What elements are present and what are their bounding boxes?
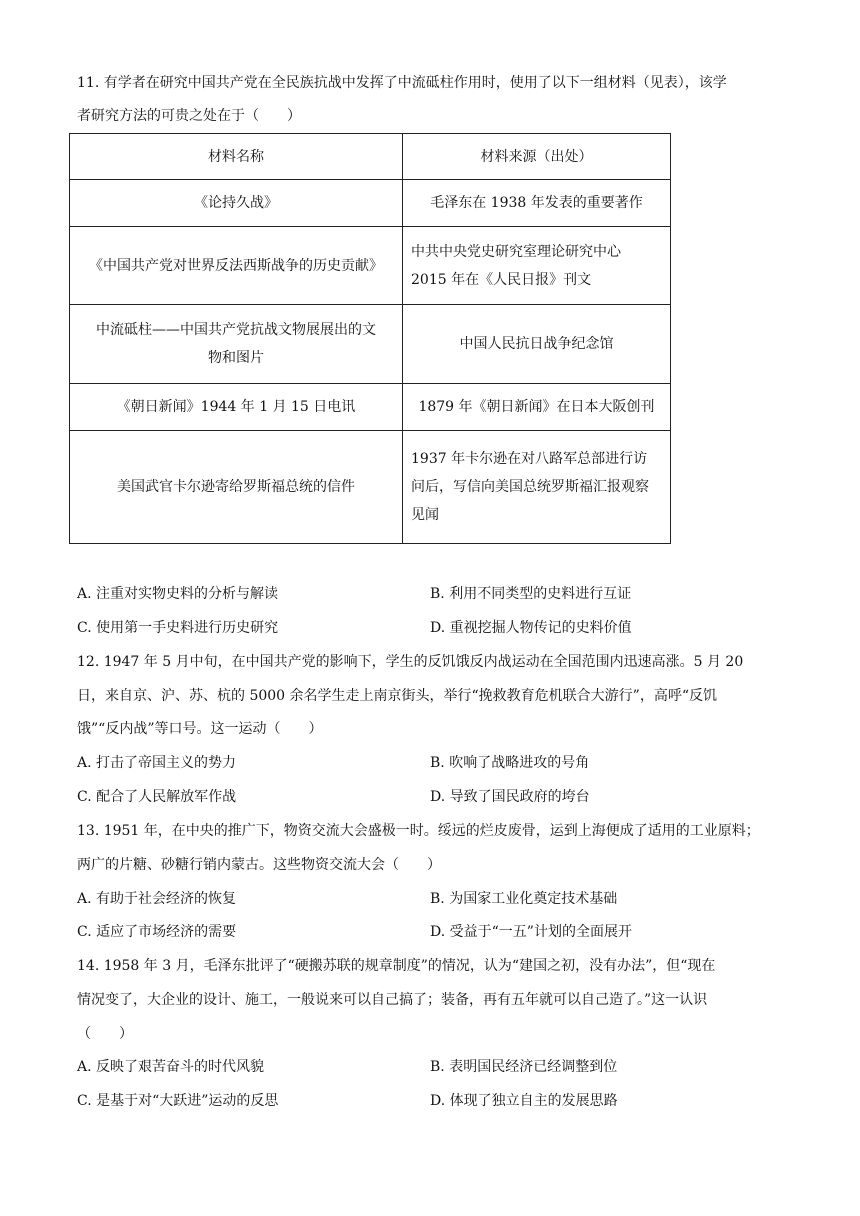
table-row [70, 431, 671, 544]
q11-option-b[interactable]: B. 利用不同类型的史料进行互证 [430, 586, 632, 602]
q12-option-b[interactable]: B. 吹响了战略进攻的号角 [430, 755, 590, 771]
table-cell-name: 《朝日新闻》1944 年 1 月 15 日电讯 [70, 384, 403, 431]
table-cell-name: 《中国共产党对世界反法西斯战争的历史贡献》 [70, 227, 403, 305]
table-cell-source-line: 见闻 [411, 507, 439, 523]
q12-stem-line1: 12. 1947 年 5 月中旬，在中国共产党的影响下，学生的反饥饿反内战运动在全国范围内迅速高涨。5 月 20 [77, 654, 744, 670]
table-cell-source: 中国人民抗日战争纪念馆 [403, 305, 671, 384]
table-cell-name-line: 中流砥柱——中国共产党抗战文物展展出的文 [96, 322, 376, 338]
q12-stem-line2: 日，来自京、沪、苏、杭的 5000 余名学生走上南京街头，举行“挽救教育危机联合大游行”，高呼“反饥 [77, 688, 717, 704]
q12-option-a[interactable]: A. 打击了帝国主义的势力 [77, 755, 237, 771]
q14-option-a[interactable]: A. 反映了艰苦奋斗的时代风貌 [77, 1059, 265, 1075]
q13-option-b[interactable]: B. 为国家工业化奠定技术基础 [430, 891, 618, 907]
table-cell-source [403, 431, 671, 544]
q11-option-a[interactable]: A. 注重对实物史料的分析与解读 [77, 586, 279, 602]
table-cell-source [403, 227, 671, 305]
q14-stem-line1: 14. 1958 年 3 月，毛泽东批评了“硬搬苏联的规章制度”的情况，认为“建国之初，没有办法”，但“现在 [77, 958, 716, 974]
q14-stem-line2: 情况变了，大企业的设计、施工，一般说来可以自己搞了；装备，再有五年就可以自己造了。”这一认识 [77, 992, 708, 1008]
q12-option-c[interactable]: C. 配合了人民解放军作战 [77, 789, 237, 805]
table-cell-name-line: 物和图片 [208, 350, 264, 366]
q13-option-a[interactable]: A. 有助于社会经济的恢复 [77, 891, 237, 907]
q14-option-d[interactable]: D. 体现了独立自主的发展思路 [430, 1093, 618, 1109]
table-cell-name [70, 305, 403, 384]
table-cell-source-line: 1937 年卡尔逊在对八路军总部进行访 [411, 451, 648, 467]
q11-stem-line2: 者研究方法的可贵之处在于（ ） [77, 108, 301, 124]
q13-stem-line1: 13. 1951 年，在中央的推广下，物资交流大会盛极一时。绥远的烂皮废骨，运到上海便成了适用的工业原料； [77, 823, 760, 839]
table-cell-source: 毛泽东在 1938 年发表的重要著作 [403, 180, 671, 227]
table-row [70, 180, 671, 227]
table-cell-source-line: 2015 年在《人民日报》刊文 [411, 271, 592, 288]
q12-stem-line3: 饿”“反内战”等口号。这一运动（ ） [77, 721, 323, 737]
q13-option-d[interactable]: D. 受益于“一五”计划的全面展开 [430, 924, 632, 940]
q12-option-d[interactable]: D. 导致了国民政府的垮台 [430, 789, 590, 805]
table-header-source: 材料来源（出处） [403, 134, 671, 180]
table-cell-name: 《论持久战》 [70, 180, 403, 227]
table-row [70, 305, 671, 384]
q14-option-b[interactable]: B. 表明国民经济已经调整到位 [430, 1059, 618, 1075]
table-cell-source-line: 问后，写信向美国总统罗斯福汇报观察 [411, 479, 649, 495]
table-row [70, 384, 671, 431]
q11-stem-line1: 11. 有学者在研究中国共产党在全民族抗战中发挥了中流砥柱作用时，使用了以下一组材料（见表），该学 [77, 75, 727, 91]
table-cell-source: 1879 年《朝日新闻》在日本大阪创刊 [403, 384, 671, 431]
table-cell-name: 美国武官卡尔逊寄给罗斯福总统的信件 [70, 431, 403, 544]
materials-table [69, 133, 671, 544]
q13-option-c[interactable]: C. 适应了市场经济的需要 [77, 924, 237, 940]
q13-stem-line2: 两广的片糖、砂糖行销内蒙古。这些物资交流大会（ ） [77, 857, 441, 873]
q11-option-c[interactable]: C. 使用第一手史料进行历史研究 [77, 620, 279, 636]
q14-stem-line3: （ ） [77, 1026, 133, 1042]
table-header-name: 材料名称 [70, 134, 403, 180]
q11-option-d[interactable]: D. 重视挖掘人物传记的史料价值 [430, 620, 632, 636]
table-cell-source-line: 中共中央党史研究室理论研究中心 [411, 243, 621, 260]
table-header-row [70, 134, 671, 180]
q14-option-c[interactable]: C. 是基于对“大跃进”运动的反思 [77, 1093, 279, 1109]
table-row [70, 227, 671, 305]
